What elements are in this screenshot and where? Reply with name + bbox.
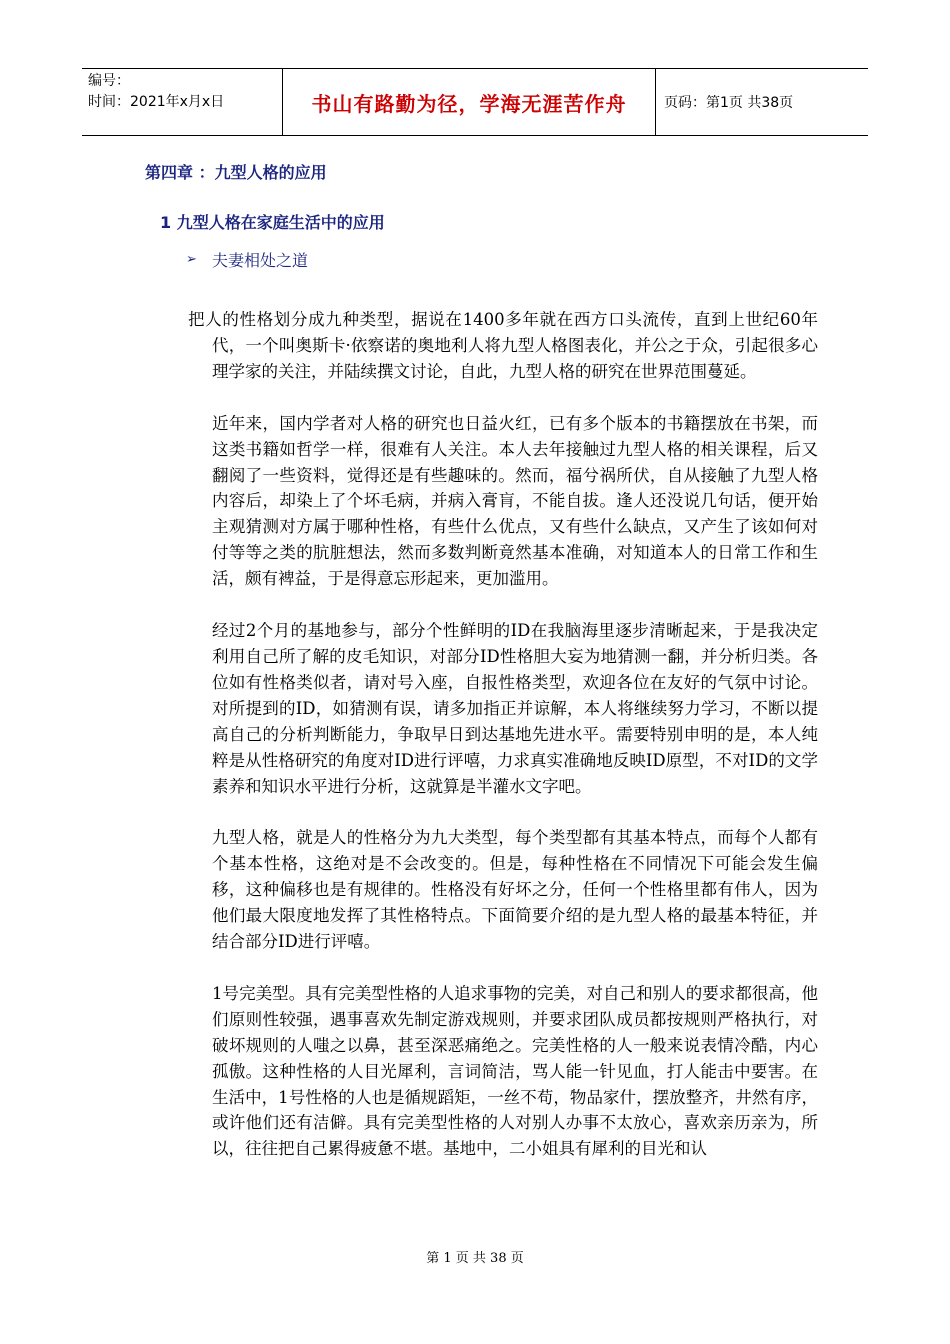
header-motto: 书山有路勤为径，学海无涯苦作舟 [311, 91, 627, 116]
header-page-info-cell [656, 69, 868, 135]
paragraph: 九型人格，就是人的性格分为九大类型，每个类型都有其基本特点，而每个人都有个基本性格，这绝对是不会改变的。但是，每种性格在不同情况下可能会发生偏移，这种偏移也是有规律的。性格没有好坏之分，任何一个性格里都有伟人，因为他们最大限度地发挥了其性格特点。下面简要介绍的是九型人格的最基本特征，并结合部分ID进行评嘻。 [212, 828, 818, 952]
paragraph: 1号完美型。具有完美型性格的人追求事物的完美，对自己和别人的要求都很高，他们原则性较强，遇事喜欢先制定游戏规则，并要求团队成员都按规则严格执行，对破坏规则的人嗤之以鼻，甚至深恶痛绝之。完美性格的人一般来说表情冷酷，内心孤傲。这种性格的人目光犀利，言词简洁，骂人能一针见血，打人能击中要害。在生活中，1号性格的人也是循规蹈矩，一丝不苟，物品家什，摆放整齐，井然有序，或许他们还有洁僻。具有完美型性格的人对别人办事不太放心，喜欢亲历亲为，所以，往往把自己累得疲惫不堪。基地中，二小姐具有犀利的目光和认 [212, 983, 818, 1159]
header-meta [82, 69, 282, 135]
paragraph: 经过2个月的基地参与，部分个性鲜明的ID在我脑海里逐步清晰起来，于是我决定利用自己所了解的皮毛知识，对部分ID性格胆大妄为地猜测一翻，并分析归类。各位如有性格类似者，请对号入座，自报性格类型，欢迎各位在友好的气氛中讨论。对所提到的ID，如猜测有误，请多加指正并谅解，本人将继续努力学习，不断以提高自己的分析判断能力，争取早日到达基地先进水平。需要特别申明的是，本人纯粹是从性格研究的角度对ID进行评嘻，力求真实准确地反映ID原型，不对ID的文学素养和知识水平进行分析，这就算是半灌水文字吧。 [212, 621, 818, 796]
paragraph: 近年来，国内学者对人格的研究也日益火红，已有多个版本的书籍摆放在书架，而这类书籍如哲学一样，很难有人关注。本人去年接触过九型人格的相关课程，后又翻阅了一些资料，觉得还是有些趣味的。然而，福兮祸所伏，自从接触了九型人格内容后，却染上了个坏毛病，并病入膏肓，不能自拔。逢人还没说几句话，便开始主观猜测对方属于哪种性格，有些什么优点，又有些什么缺点，又产生了该如何对付等等之类的肮脏想法，然而多数判断竟然基本准确，对知道本人的日常工作和生活，颇有裨益，于是得意忘形起来，更加滥用。 [212, 413, 818, 589]
section-title: 1 九型人格在家庭生活中的应用 [160, 213, 385, 232]
document-number-label: 编号： [88, 73, 130, 89]
body-text [188, 307, 818, 1188]
bullet-heading-text: 夫妻相处之道 [212, 251, 309, 270]
chapter-title: 第四章 ：九型人格的应用 [145, 163, 327, 182]
page-footer: 第 1 页 共 38 页 [426, 1251, 524, 1266]
bullet-heading [186, 248, 308, 271]
header-motto-cell [282, 69, 656, 135]
arrow-bullet-icon: ➢ [186, 252, 197, 267]
document-date-label: 时间：2021年x月x日 [88, 94, 225, 110]
paragraph: 把人的性格划分成九种类型，据说在1400多年就在西方口头流传，直到上世纪60年代，一个叫奥斯卡·依察诺的奥地利人将九型人格图表化，并公之于众，引起很多心理学家的关注，并陆续撰文讨论，自此，九型人格的研究在世界范围蔓延。 [188, 310, 818, 381]
page-header [82, 68, 868, 136]
header-page-info: 页码：第1页 共38页 [664, 95, 794, 111]
